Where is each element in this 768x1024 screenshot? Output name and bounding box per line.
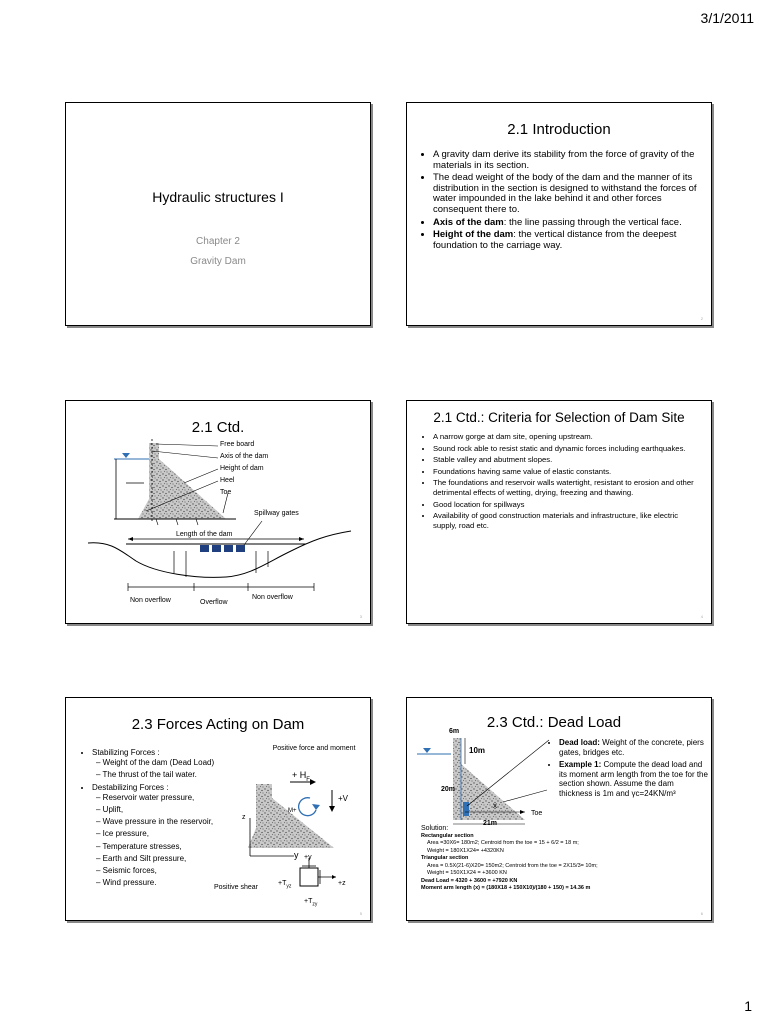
dim-10m: 10m <box>469 746 486 755</box>
slide-6 <box>406 697 712 921</box>
bullet-list <box>415 150 701 251</box>
list-item: – Weight of the dam (Dead Load) <box>106 758 254 768</box>
list-item: • A narrow gorge at dam site, opening upstream. <box>433 432 703 442</box>
tyz-label: $+T_{yz}$ <box>278 880 292 890</box>
slide-title: 2.3 Forces Acting on Dam <box>131 716 305 733</box>
positive-shear-caption: Positive shear <box>214 884 258 891</box>
list-item: – Ice pressure, <box>106 829 254 839</box>
dim-20m: 20m <box>441 786 456 793</box>
solution-line: Rectangular section <box>421 832 474 839</box>
list-item: • Axis of the dam: the line passing through the vertical face. <box>433 218 701 229</box>
list-item: – Seismic forces, <box>106 866 254 876</box>
slide-number: 6 <box>700 911 703 916</box>
slide-number: 5 <box>359 911 362 916</box>
list-item: – Temperature stresses, <box>106 842 254 852</box>
toe-label: Toe <box>531 810 543 817</box>
label-spillway-gates: Spillway gates <box>254 510 299 517</box>
list-item: • Good location for spillways <box>433 500 703 510</box>
dim-21m: 21m <box>483 820 498 827</box>
list-item: • Dead load: Weight of the concrete, piers gates, bridges etc. <box>559 738 709 757</box>
page-number: 1 <box>744 998 752 1014</box>
v-label: +V <box>338 794 349 803</box>
list-item: – Earth and Silt pressure, <box>106 854 254 864</box>
slide-number: 2 <box>700 316 703 321</box>
slide-number: 3 <box>359 614 362 619</box>
spillway-gate-icon <box>200 545 209 552</box>
label-free-board: Free board <box>220 441 255 448</box>
slide-title: 2.1 Ctd. <box>191 419 245 436</box>
label-non-overflow-left: Non overflow <box>130 597 171 604</box>
solution-block <box>421 825 598 893</box>
spillway-gate-icon <box>236 545 245 552</box>
list-item: • Example 1: Compute the dead load and its moment arm length from the toe for the section shown. Assume the dam thickness is 1m and γc=24KN/m³ <box>559 760 709 798</box>
slide-subtitle: Gravity Dam <box>190 256 246 267</box>
solution-line: Moment arm length (x) = (180X18 + 150X10)/(180 + 150) = 14.36 m <box>421 885 591 891</box>
spillway-gate-icon <box>212 545 221 552</box>
slide-number: 4 <box>700 614 703 619</box>
positive-force-caption: Positive force and moment <box>272 745 356 752</box>
x-label: x <box>493 801 497 810</box>
list-item: • The dead weight of the body of the dam and the manner of its distribution in the section is designed to withstand the forces of water impounded in the lake behind it and other forces consequent there to. <box>433 173 701 215</box>
moment-label: M+ <box>288 808 297 814</box>
slide-3 <box>65 400 371 624</box>
slide-title: 2.3 Ctd.: Dead Load <box>486 714 622 731</box>
label-non-overflow-right: Non overflow <box>252 594 293 601</box>
solution-line: Triangular section <box>421 855 469 861</box>
dam-section-diagram <box>66 401 371 624</box>
list-item: • Height of the dam: the vertical distance from the deepest foundation to the carriage way. <box>433 230 701 251</box>
bullet-list <box>415 432 703 530</box>
solution-line: Weight = 180X1X24= +4320KN <box>427 847 504 854</box>
list-item: – Reservoir water pressure, <box>106 793 254 803</box>
centroid-block-icon <box>463 802 469 816</box>
solution-line: Solution: <box>421 825 449 832</box>
dead-load-bullets <box>547 738 709 800</box>
tzy-label: $+T_{zy}$ <box>304 898 318 908</box>
slide-2 <box>406 102 712 326</box>
list-item: • Availability of good construction materials and infrastructure, like electric supply, road etc. <box>433 511 703 530</box>
solution-line: Dead Load = 4320 + 3600 = +7920 KN <box>421 877 518 884</box>
slide-4 <box>406 400 712 624</box>
slide-title: 2.1 Introduction <box>507 121 611 138</box>
dim-6m: 6m <box>449 728 460 735</box>
page-date: 3/1/2011 <box>700 10 754 26</box>
list-item: – Uplift, <box>106 805 254 815</box>
list-item: • The foundations and reservoir walls watertight, resistant to erosion and other detrimental effects of wetting, drying, freezing and thawing. <box>433 478 703 497</box>
solution-line: Area = 0.5X(21-6)X20= 150m2; Centroid from the toe = 2X15/3= 10m; <box>427 862 598 869</box>
list-item: • A gravity dam derive its stability from the force of gravity of the materials in its section. <box>433 150 701 171</box>
list-item: – Wave pressure in the reservoir, <box>106 817 254 827</box>
z-axis-label: z <box>242 814 246 821</box>
list-item: – Wind pressure. <box>106 878 254 888</box>
list-item: • Destabilizing Forces : – Reservoir water pressure, – Uplift, – Wave pressure in the reservoir, – Ice pressure, – Temperature stresses, – Earth and Silt pressure, – Seismic forces, – Wind pressure. <box>92 783 254 889</box>
slide-5 <box>65 697 371 921</box>
list-item: • Stabilizing Forces : – Weight of the dam (Dead Load) – The thrust of the tail water. <box>92 748 254 781</box>
slide-1 <box>65 102 371 326</box>
label-length: Length of the dam <box>176 531 233 538</box>
solution-line: Area =30X6= 180m2; Centroid from the toe = 15 + 6/2 = 18 m; <box>427 840 579 846</box>
list-item: • Sound rock able to resist static and dynamic forces including earthquakes. <box>433 444 703 454</box>
list-item: • Stable valley and abutment slopes. <box>433 455 703 465</box>
hf-label: + $H_F$ <box>292 770 310 783</box>
label-toe: Toe <box>220 489 232 496</box>
water-triangle-icon <box>122 453 130 458</box>
label-axis: Axis of the dam <box>220 453 269 460</box>
list-item: • Foundations having same value of elastic constants. <box>433 467 703 477</box>
label-heel: Heel <box>220 477 235 484</box>
plus-z-label: +z <box>338 880 346 887</box>
spillway-gate-icon <box>224 545 233 552</box>
label-height: Height of dam <box>220 465 264 472</box>
y-axis-label: y <box>294 850 299 860</box>
slide-title: 2.1 Ctd.: Criteria for Selection of Dam Site <box>433 410 685 425</box>
label-overflow: Overflow <box>200 599 228 606</box>
slide-chapter: Chapter 2 <box>196 236 240 247</box>
solution-line: Weight = 150X1X24 = +3600 KN <box>427 870 507 876</box>
slide-title: Hydraulic structures I <box>152 189 284 205</box>
list-item: – The thrust of the tail water. <box>106 770 254 780</box>
plus-y-label: +y <box>304 854 312 861</box>
